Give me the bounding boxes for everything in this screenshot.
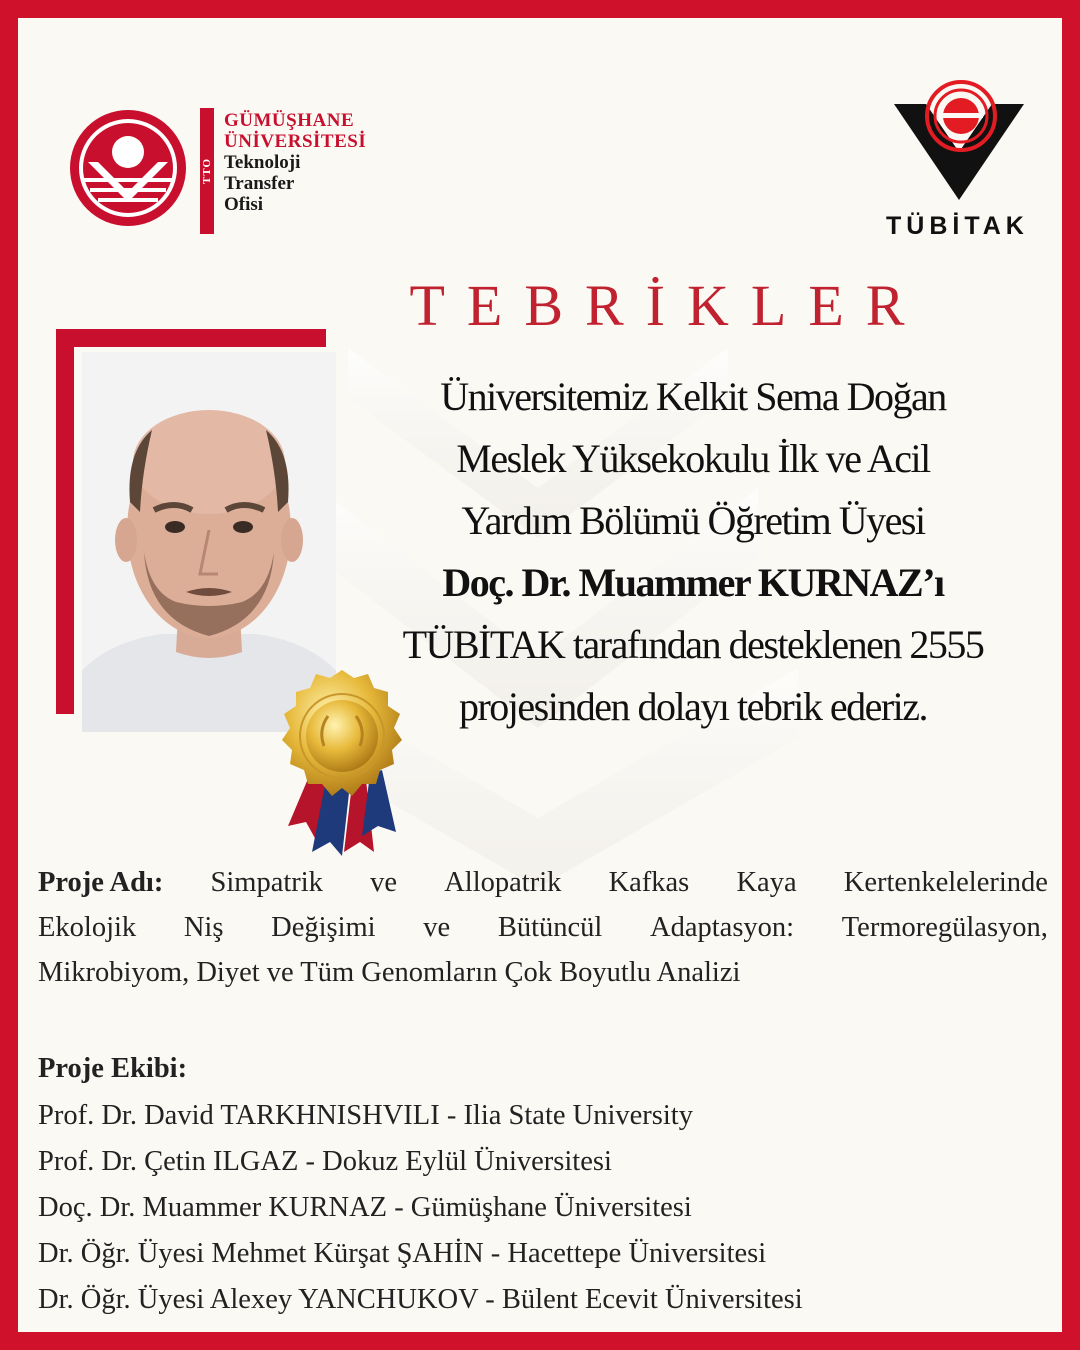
team-member: Dr. Öğr. Üyesi Alexey YANCHUKOV - Bülent Ecevit Üniversitesi xyxy=(38,1284,803,1315)
office-name-line3: Ofisi xyxy=(224,194,264,215)
message-line-2: Meslek Yüksekokulu İlk ve Acil xyxy=(456,436,930,481)
project-name-label: Proje Adı: xyxy=(38,867,164,898)
team-member: Prof. Dr. Çetin ILGAZ - Dokuz Eylül Üniversitesi xyxy=(38,1146,612,1177)
honoree-name: Doç. Dr. Muammer KURNAZ’ı xyxy=(442,560,944,605)
project-word: Termoregülasyon, xyxy=(841,912,1048,943)
tubitak-wordmark: TÜBİTAK xyxy=(886,212,1029,240)
project-team-list xyxy=(38,1093,803,1323)
tto-side-label: TTO xyxy=(201,157,213,185)
university-name-line2: ÜNİVERSİTESİ xyxy=(224,131,367,152)
project-word: Allopatrik xyxy=(444,867,562,898)
project-word: Bütüncül xyxy=(497,912,603,943)
tubitak-emblem xyxy=(894,80,1024,200)
project-name-line-1 xyxy=(38,860,1048,905)
team-member: Dr. Öğr. Üyesi Mehmet Kürşat ŞAHİN - Hacettepe Üniversitesi xyxy=(38,1238,767,1269)
project-word: Kaya xyxy=(736,867,797,898)
team-member: Prof. Dr. David TARKHNISHVILI - Ilia State University xyxy=(38,1100,693,1131)
page-title: TEBRİKLER xyxy=(409,273,927,338)
message-line-1: Üniversitemiz Kelkit Sema Doğan xyxy=(440,374,946,419)
project-team-label: Proje Ekibi: xyxy=(38,1053,188,1084)
project-word: Niş xyxy=(183,912,224,943)
project-name-block xyxy=(38,860,1048,995)
message-line-6: projesinden dolayı tebrik ederiz. xyxy=(458,684,928,729)
project-word: Adaptasyon: xyxy=(650,912,795,943)
project-word: ve xyxy=(370,867,398,898)
project-word: Simpatrik xyxy=(210,867,323,898)
university-name-line1: GÜMÜŞHANE xyxy=(224,110,355,131)
project-word: ve xyxy=(423,912,451,943)
office-name-line1: Teknoloji xyxy=(224,152,301,173)
message-line-5: TÜBİTAK tarafından desteklenen 2555 xyxy=(402,622,984,667)
poster-frame xyxy=(18,18,1062,1332)
message-line-3: Yardım Bölümü Öğretim Üyesi xyxy=(461,498,925,543)
project-word: Kertenkelelerinde xyxy=(843,867,1048,898)
team-member: Doç. Dr. Muammer KURNAZ - Gümüşhane Üniversitesi xyxy=(38,1192,692,1223)
office-name-line2: Transfer xyxy=(224,173,295,194)
project-word: Ekolojik xyxy=(38,912,137,943)
project-name-line-2 xyxy=(38,905,1048,950)
congratulation-message xyxy=(338,366,1048,738)
project-name-line-3: Mikrobiyom, Diyet ve Tüm Genomların Çok Boyutlu Analizi xyxy=(38,957,741,988)
university-emblem xyxy=(66,106,190,230)
project-word: Değişimi xyxy=(271,912,376,943)
university-name-block xyxy=(224,110,366,215)
project-word: Kafkas xyxy=(608,867,690,898)
